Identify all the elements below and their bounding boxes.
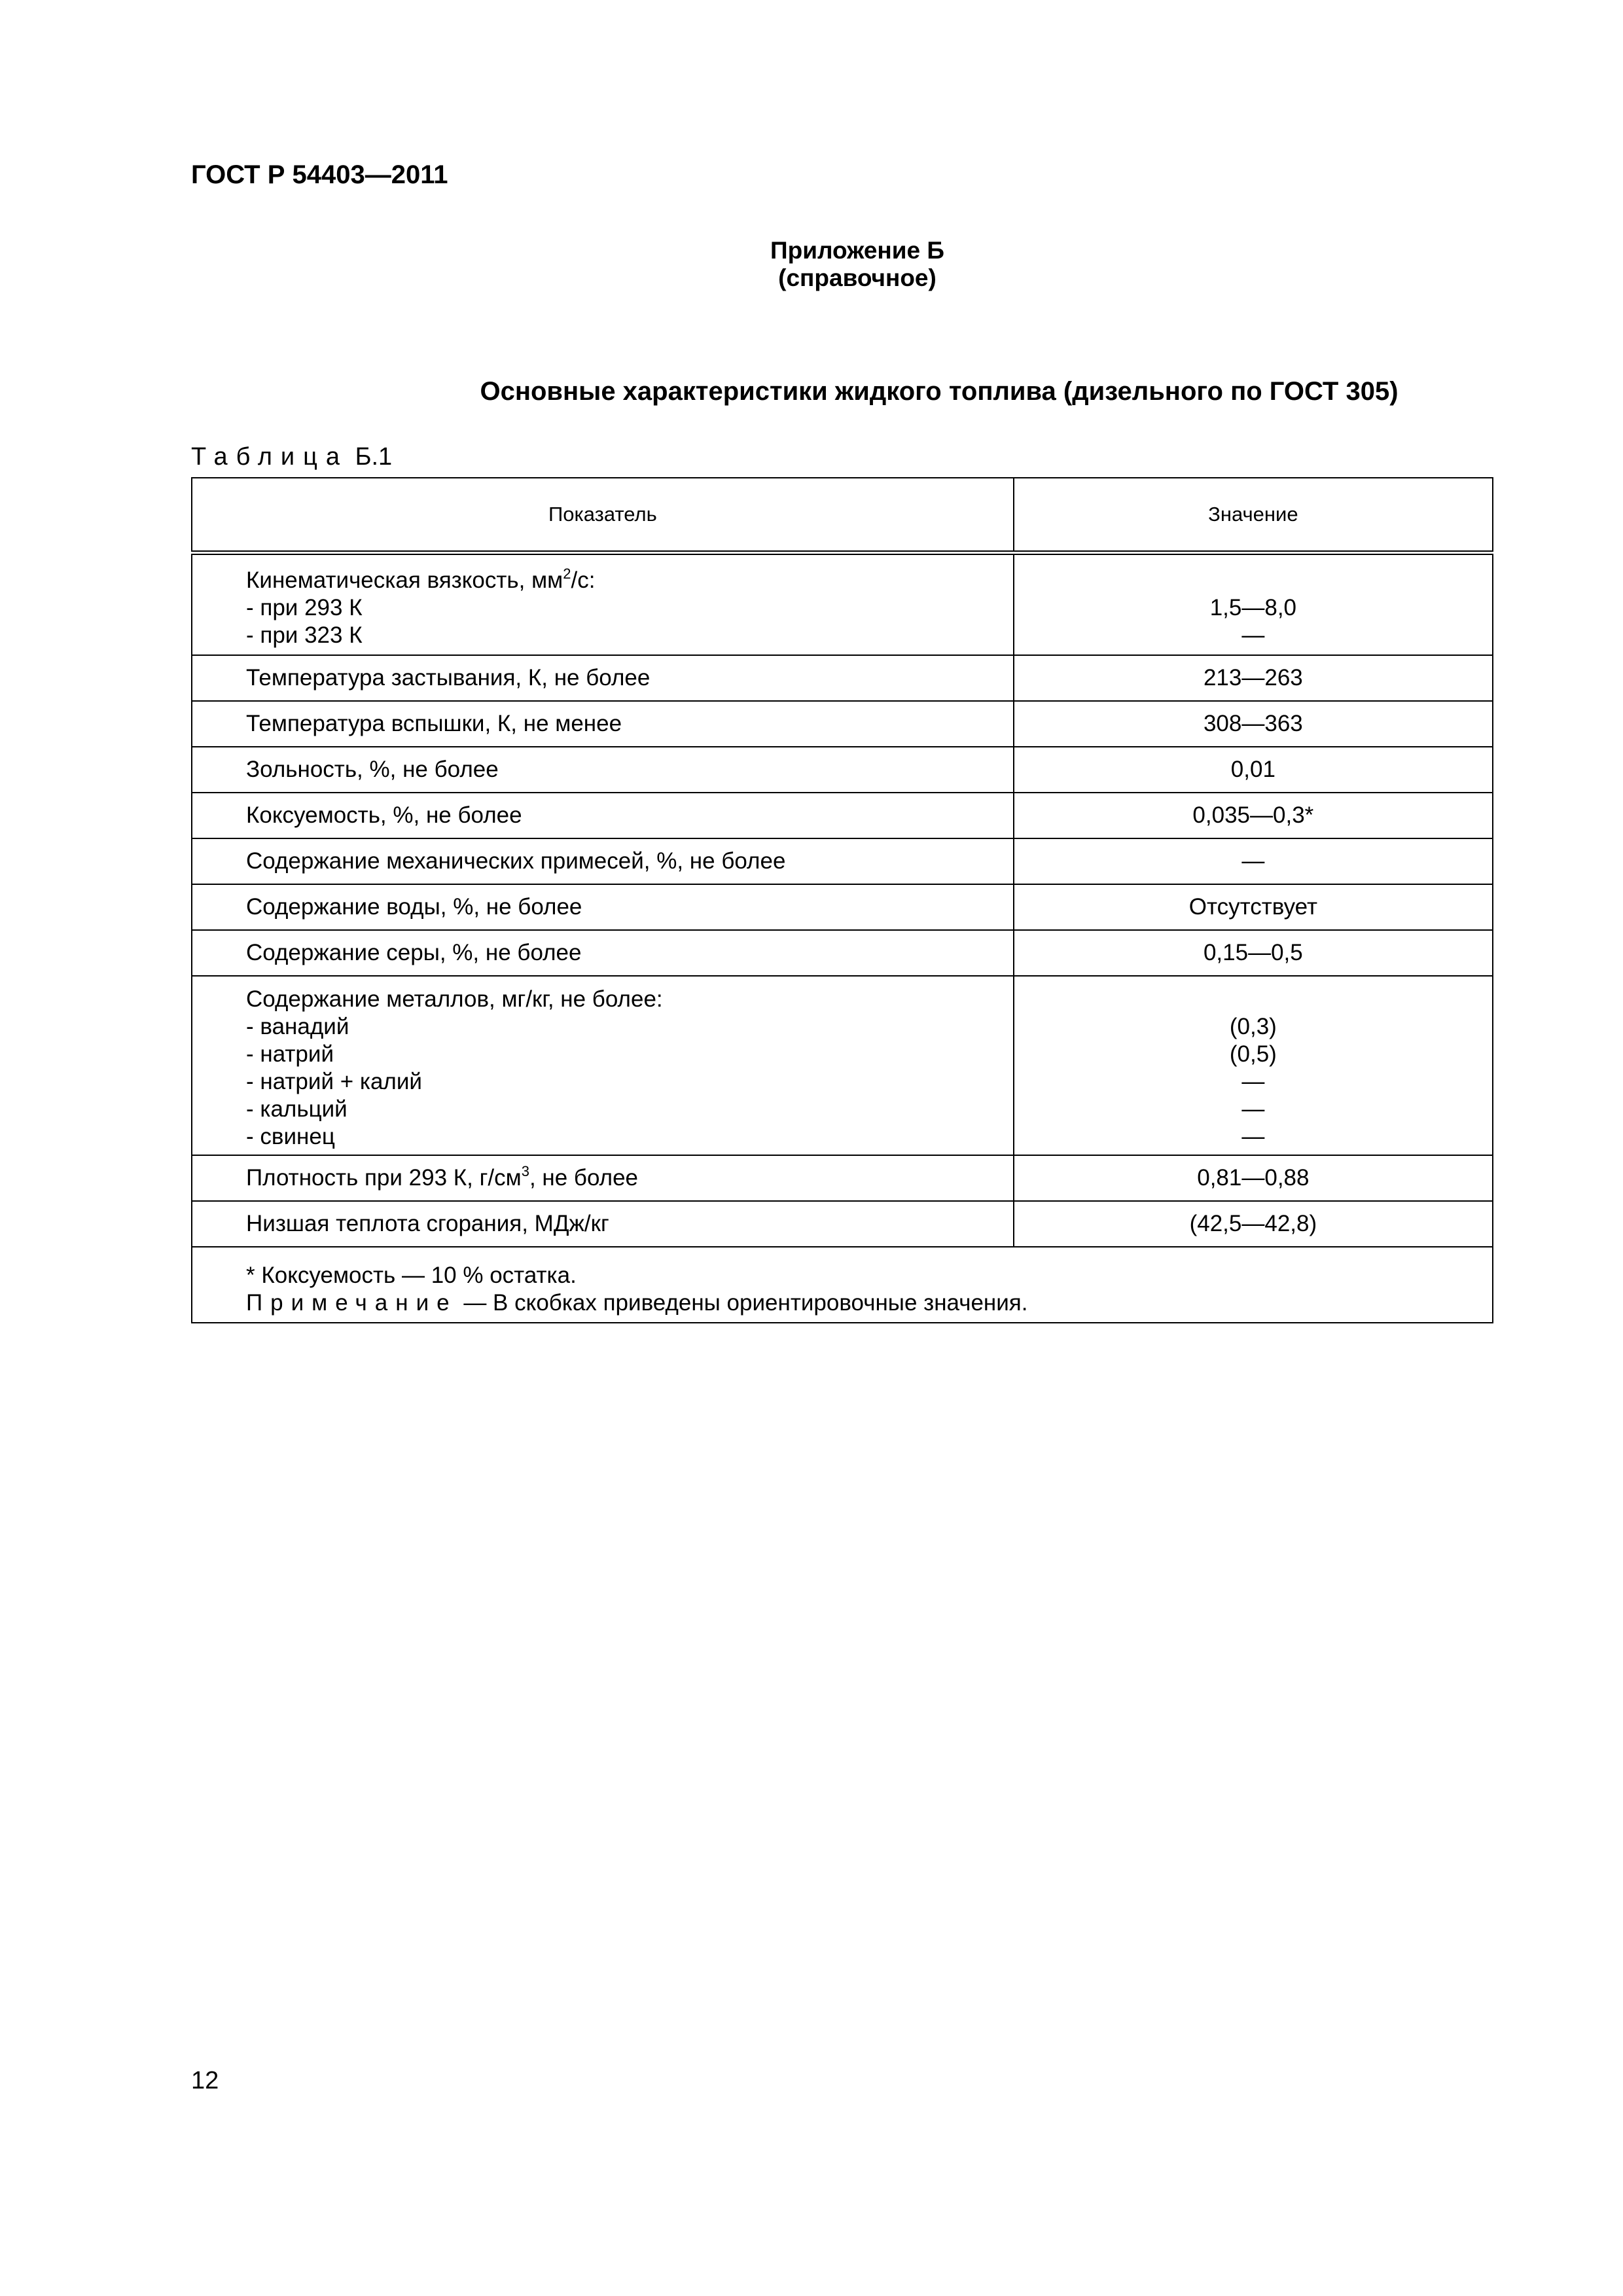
header-indicator: Показатель bbox=[192, 478, 1014, 553]
viscosity-values bbox=[1014, 553, 1493, 656]
note bbox=[246, 1289, 1492, 1317]
row-indicator: Коксуемость, %, не более bbox=[192, 793, 1014, 838]
row-value: 308—363 bbox=[1014, 701, 1493, 747]
viscosity-sub-293: - при 293 К bbox=[246, 595, 363, 620]
heat-value: (42,5—42,8) bbox=[1014, 1201, 1493, 1247]
table-notes bbox=[192, 1247, 1493, 1323]
metals-label: Содержание металлов, мг/кг, не более: bbox=[246, 986, 663, 1012]
note-text: — В скобках приведены ориентировочные значения. bbox=[457, 1290, 1028, 1316]
density-value: 0,81—0,88 bbox=[1014, 1155, 1493, 1201]
header-value: Значение bbox=[1014, 478, 1493, 553]
viscosity-sub-323: - при 323 К bbox=[246, 622, 363, 648]
row-indicator: Зольность, %, не более bbox=[192, 747, 1014, 793]
metal-value-calcium: — bbox=[1241, 1096, 1265, 1122]
row-value: 213—263 bbox=[1014, 655, 1493, 701]
row-indicator: Содержание воды, %, не более bbox=[192, 884, 1014, 930]
metals-indicator bbox=[192, 976, 1014, 1155]
viscosity-label: Кинематическая вязкость, $мм^2/с$: bbox=[246, 565, 596, 593]
metal-item-sodium-potassium: - натрий + калий bbox=[246, 1069, 422, 1094]
row-indicator: Температура вспышки, К, не менее bbox=[192, 701, 1014, 747]
note-prefix: Примечание bbox=[246, 1290, 457, 1316]
table-header-row bbox=[192, 478, 1493, 553]
metals-values bbox=[1014, 976, 1493, 1155]
table-caption-number: Б.1 bbox=[355, 443, 393, 471]
row-indicator: Содержание механических примесей, %, не более bbox=[192, 838, 1014, 884]
standard-code: ГОСТ Р 54403—2011 bbox=[191, 160, 448, 189]
table-caption-prefix: Таблица bbox=[191, 443, 348, 471]
row-value: 0,01 bbox=[1014, 747, 1493, 793]
row-value: 0,15—0,5 bbox=[1014, 930, 1493, 976]
table-notes-row bbox=[192, 1247, 1493, 1323]
density-indicator: Плотность при 293 К, $г/см^3$, не более bbox=[192, 1155, 1014, 1201]
row-indicator: Температура застывания, К, не более bbox=[192, 655, 1014, 701]
table-title: Основные характеристики жидкого топлива (дизельного по ГОСТ 305) bbox=[480, 377, 1399, 406]
table-row bbox=[192, 838, 1493, 884]
table-row-density bbox=[192, 1155, 1493, 1201]
table-row bbox=[192, 655, 1493, 701]
row-value: — bbox=[1014, 838, 1493, 884]
fuel-characteristics-table bbox=[191, 477, 1493, 1323]
metal-value-vanadium: (0,3) bbox=[1229, 1014, 1277, 1039]
row-value: Отсутствует bbox=[1014, 884, 1493, 930]
table-row bbox=[192, 701, 1493, 747]
table-row bbox=[192, 930, 1493, 976]
appendix-title: Приложение Б bbox=[770, 237, 944, 264]
metal-item-lead: - свинец bbox=[246, 1124, 335, 1149]
table-row bbox=[192, 793, 1493, 838]
viscosity-indicator bbox=[192, 553, 1014, 656]
table-row-metals bbox=[192, 976, 1493, 1155]
viscosity-value-293: 1,5—8,0 bbox=[1209, 595, 1297, 620]
appendix-type: (справочное) bbox=[778, 264, 936, 291]
viscosity-value-323: — bbox=[1241, 622, 1265, 648]
table-row-viscosity bbox=[192, 553, 1493, 656]
metal-item-vanadium: - ванадий bbox=[246, 1014, 349, 1039]
row-indicator: Содержание серы, %, не более bbox=[192, 930, 1014, 976]
table-row bbox=[192, 884, 1493, 930]
table-row bbox=[192, 747, 1493, 793]
table-caption bbox=[191, 443, 392, 471]
metal-item-sodium: - натрий bbox=[246, 1041, 334, 1067]
footnote: * Коксуемость — 10 % остатка. bbox=[246, 1263, 577, 1288]
metal-value-sodium: (0,5) bbox=[1229, 1041, 1277, 1067]
table-row-heat bbox=[192, 1201, 1493, 1247]
metal-value-sodium-potassium: — bbox=[1241, 1069, 1265, 1094]
metal-item-calcium: - кальций bbox=[246, 1096, 348, 1122]
heat-indicator: Низшая теплота сгорания, МДж/кг bbox=[192, 1201, 1014, 1247]
row-value: 0,035—0,3* bbox=[1014, 793, 1493, 838]
metal-value-lead: — bbox=[1241, 1124, 1265, 1149]
page-number: 12 bbox=[191, 2067, 219, 2094]
